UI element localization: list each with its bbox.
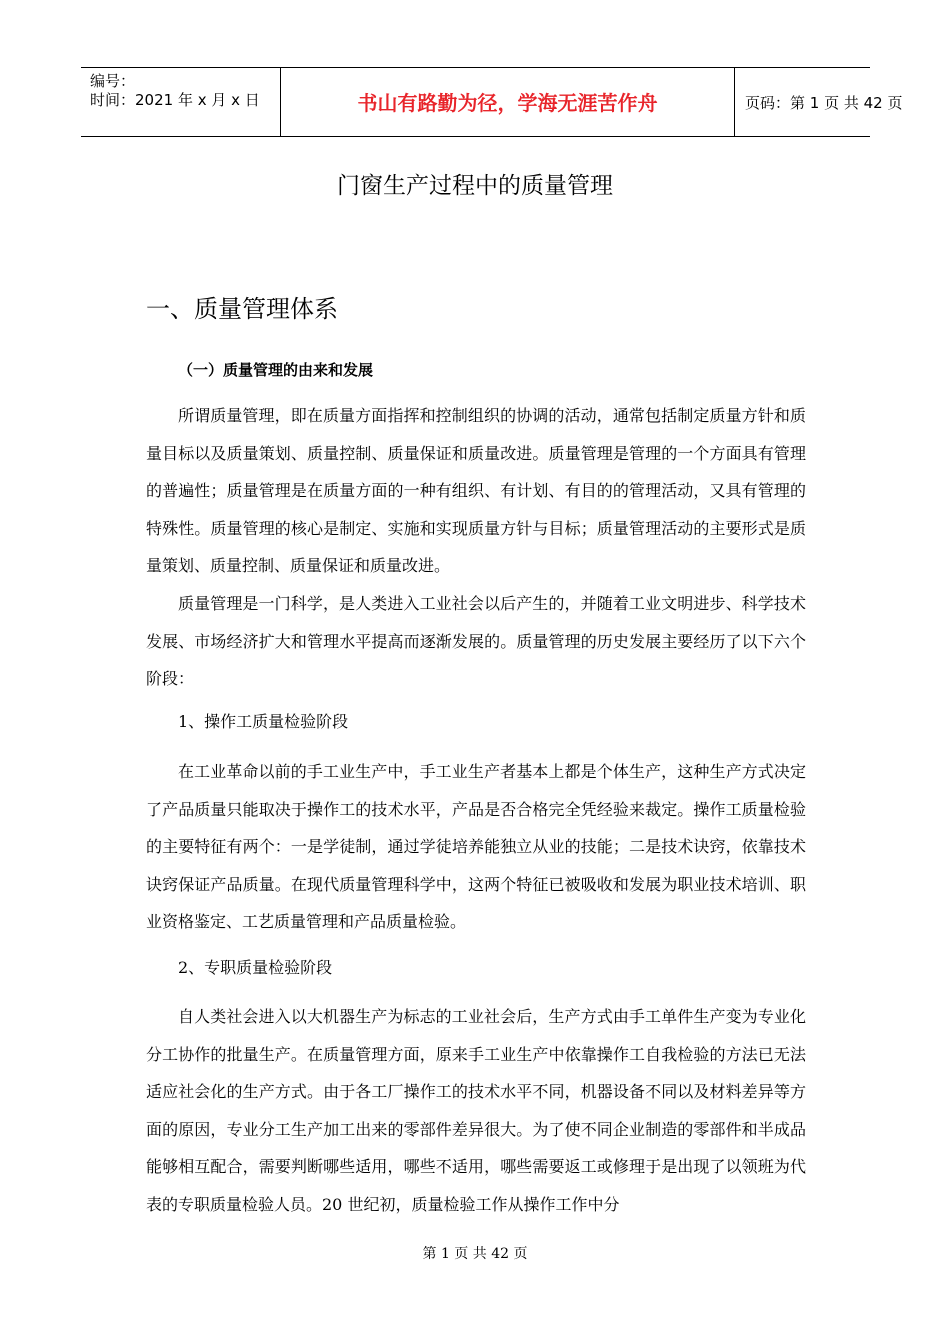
motto-text: 书山有路勤为径，学海无涯苦作舟: [357, 91, 658, 115]
number-label: 编号：: [90, 72, 136, 90]
list-item: 1、操作工质量检验阶段: [178, 712, 349, 731]
paragraph: 所谓质量管理，即在质量方面指挥和控制组织的协调的活动，通常包括制定质量方针和质量目标以及质量策划、质量控制、质量保证和质量改进。质量管理是管理的一个方面具有管理的普遍性；质量管理是在质量方面的一种有组织、有计划、有目的的管理活动，又具有管理的特殊性。质量管理的核心是制定、实施和实现质量方针与目标；质量管理活动的主要形式是质量策划、质量控制、质量保证和质量改进。: [146, 406, 806, 576]
time-label: 时间：2021 年 x 月 x 日: [90, 91, 260, 109]
document-title: 门窗生产过程中的质量管理: [337, 173, 613, 199]
list-item: 2、专职质量检验阶段: [178, 958, 333, 977]
header-info-cell: [81, 68, 281, 136]
section-heading: 一、质量管理体系: [146, 295, 338, 323]
paragraph: 质量管理是一门科学，是人类进入工业社会以后产生的，并随着工业文明进步、科学技术发展、市场经济扩大和管理水平提高而逐渐发展的。质量管理的历史发展主要经历了以下六个阶段：: [146, 594, 806, 689]
header-page-cell: [735, 68, 903, 136]
paragraph: 自人类社会进入以大机器生产为标志的工业社会后，生产方式由手工单件生产变为专业化分工协作的批量生产。在质量管理方面，原来手工业生产中依靠操作工自我检验的方法已无法适应社会化的生产方式。由于各工厂操作工的技术水平不同，机器设备不同以及材料差异等方面的原因，专业分工生产加工出来的零部件差异很大。为了使不同企业制造的零部件和半成品能够相互配合，需要判断哪些适用，哪些不适用，哪些需要返工或修理于是出现了以领班为代表的专职质量检验人员。20 世纪初，质量检验工作从操作工作中分: [146, 1007, 806, 1214]
page-info: 页码：第 1 页 共 42 页: [745, 94, 903, 112]
header-table: [81, 67, 903, 137]
header-motto-cell: [281, 68, 735, 136]
page-footer: 第 1 页 共 42 页: [422, 1246, 528, 1262]
paragraph: 在工业革命以前的手工业生产中，手工业生产者基本上都是个体生产，这种生产方式决定了产品质量只能取决于操作工的技术水平，产品是否合格完全凭经验来裁定。操作工质量检验的主要特征有两个：一是学徒制，通过学徒培养能独立从业的技能；二是技术诀窍，依靠技术诀窍保证产品质量。在现代质量管理科学中，这两个特征已被吸收和发展为职业技术培训、职业资格鉴定、工艺质量管理和产品质量检验。: [146, 762, 806, 932]
subsection-heading: （一）质量管理的由来和发展: [178, 361, 374, 379]
